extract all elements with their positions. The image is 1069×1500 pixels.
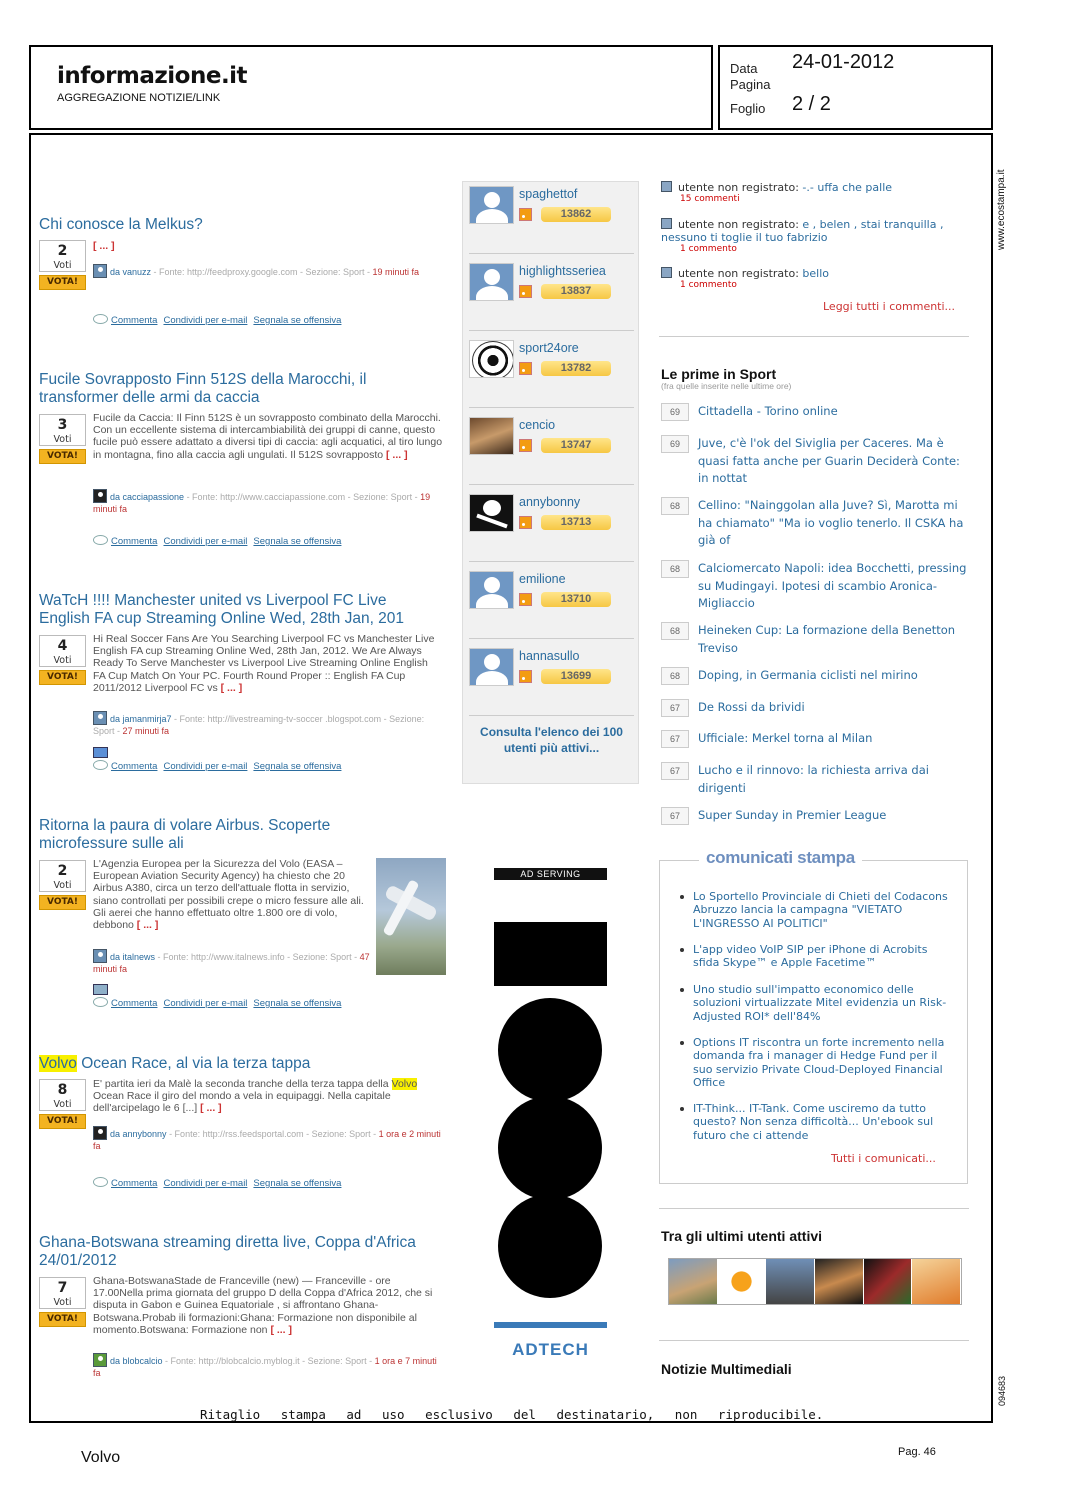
article-title[interactable] — [39, 1055, 449, 1073]
article-body — [93, 412, 449, 461]
vote-label: Voti — [53, 1297, 72, 1308]
comment-text[interactable]: -.- uffa che palle — [802, 181, 893, 194]
vote-count-box — [39, 240, 86, 272]
comunicato-item[interactable]: Uno studio sull'impatto economico delle soluzioni virtualizzate Mitel evidenzia un Risk-Adjusted ROI* dell'84% — [693, 983, 955, 1023]
user-thumb[interactable] — [912, 1259, 961, 1304]
article-body-text: Fucile da Caccia: Il Finn 512S è un sovrapposto combinato della Marocchi. Con un eccellente sistema di intercambiabilità dei gruppi di canne, questo fucile può essere adattato a diversi tipi di caccia: agli acquatici, al tiro lungo in montagna, fino alla caccia agli ungulati. Il 512S sovrapposto — [93, 412, 443, 461]
comunicato-item[interactable]: IT-Think... IT-Tank. Come usciremo da tutto questo? Non senza difficoltà... Un'ebook sul futuro che ci attende — [693, 1102, 955, 1142]
user-name[interactable]: annybonny — [519, 495, 581, 509]
sport-title: Le prime in Sport — [661, 366, 777, 382]
user-name[interactable]: highlightsseriea — [519, 264, 606, 278]
rss-icon[interactable] — [519, 285, 532, 298]
ad-bar — [494, 1322, 607, 1328]
divider — [659, 336, 969, 337]
rank-title[interactable]: Cellino: "Nainggolan alla Juve? Sì, Marotta mi ha chiamato" "Ma io voglio tenerlo. Il CSKA ha già of — [698, 498, 964, 548]
header-masthead — [29, 45, 713, 130]
article-title[interactable]: Ritorna la paura di volare Airbus. Scoperte microfessure sulle ali — [39, 817, 331, 852]
comment-user: utente non registrato: — [678, 267, 799, 280]
user-icon — [661, 267, 672, 278]
user-icon — [93, 711, 107, 725]
comment-user: utente non registrato: — [678, 218, 799, 231]
brand-logo: informazione.it — [57, 63, 248, 89]
user-points: 13699 — [541, 669, 611, 684]
divider — [659, 1340, 969, 1341]
condividi-link[interactable]: Condividi per e-mail — [163, 1178, 248, 1189]
comunicato-item[interactable]: Lo Sportello Provinciale di Chieti del Codacons Abruzzo lancia la campagna "VIETATO L'INGRESSO AI POLITICI" — [693, 890, 955, 930]
avatar[interactable] — [469, 494, 514, 532]
rank-title[interactable]: De Rossi da brividi — [698, 700, 805, 714]
comment-item — [661, 218, 971, 255]
article-actions — [93, 535, 347, 547]
author-link[interactable]: da blobcalcio — [110, 1356, 163, 1366]
rank-title[interactable]: Heineken Cup: La formazione della Benetton Treviso — [698, 623, 956, 655]
photo-icon — [93, 984, 108, 995]
comment-item — [661, 181, 971, 205]
user-thumb[interactable] — [815, 1259, 864, 1304]
article-body — [93, 240, 448, 252]
vote-box — [39, 1079, 86, 1129]
rank-score: 69 — [661, 435, 689, 453]
avatar[interactable] — [469, 571, 514, 609]
rank-score: 68 — [661, 622, 689, 640]
time-ago: 47 minuti fa — [93, 952, 370, 974]
comment-item — [661, 267, 971, 291]
footer-notice: Ritaglio stampa ad uso esclusivo del destinatario, non riproducibile. — [200, 1407, 824, 1422]
meta-foglio-value: 2 / 2 — [792, 93, 831, 115]
ad-circle — [498, 998, 602, 1102]
source-text: - Fonte: http://www.cacciapassione.com - Sezione: Sport - — [184, 492, 421, 502]
article-meta — [93, 489, 438, 515]
ad-brand: ADTECH — [512, 1340, 589, 1359]
segnala-link[interactable]: Segnala se offensiva — [253, 998, 342, 1009]
vote-count-box — [39, 1277, 86, 1309]
rank-score: 68 — [661, 560, 689, 578]
user-card[interactable] — [469, 259, 634, 331]
source-text: - Fonte: http://www.italnews.info - Sezione: Sport - — [155, 952, 360, 962]
condividi-link[interactable]: Condividi per e-mail — [163, 761, 248, 772]
rank-title[interactable]: Ufficiale: Merkel torna al Milan — [698, 731, 873, 745]
condividi-link[interactable]: Condividi per e-mail — [163, 315, 248, 326]
rss-icon[interactable] — [519, 362, 532, 375]
segnala-link[interactable]: Segnala se offensiva — [253, 536, 342, 547]
article-title-text: Ocean Race, al via la terza tappa — [76, 1055, 311, 1072]
consult-users-link[interactable]: Consulta l'elenco dei 100 utenti più attivi... — [480, 725, 623, 755]
rank-score: 68 — [661, 497, 689, 515]
comment-user: utente non registrato: — [678, 181, 799, 194]
comunicato-item[interactable]: L'app video VoIP SIP per iPhone di Acrobits sfida Skype™ e Apple Facetime™ — [693, 943, 955, 970]
vote-label: Voti — [53, 1099, 72, 1110]
side-code-text: 094683 — [997, 1375, 1007, 1406]
article-melkus — [39, 216, 449, 326]
vote-button[interactable]: VOTA! — [39, 1312, 86, 1327]
vote-box — [39, 860, 86, 910]
author-link[interactable]: da annybonny — [110, 1129, 167, 1139]
ad-block — [494, 922, 607, 986]
read-more-link[interactable]: [ ... ] — [386, 448, 408, 461]
article-body-text: L'Agenzia Europea per la Sicurezza del Volo (EASA – European Aviation Security Agency) ha chiesto che 20 Airbus A380, circa un terzo dell'attuale flotta in servizio, siano controllati per possibili crepe o micro fessure alle ali. Gli aerei che hanno effettuato oltre 1.800 ore di volo, debbono — [93, 858, 364, 932]
multimedia-title: Notizie Multimediali — [661, 1361, 792, 1377]
airbus-photo[interactable] — [376, 858, 446, 975]
user-icon — [93, 1353, 107, 1367]
article-actions — [93, 314, 347, 326]
author-link[interactable]: da cacciapassione — [110, 492, 185, 502]
user-icon — [661, 218, 672, 229]
author-link[interactable]: da italnews — [110, 952, 156, 962]
author-link[interactable]: da vanuzz — [110, 267, 152, 277]
rank-score: 67 — [661, 699, 689, 717]
article-title[interactable]: Ghana-Botswana streaming diretta live, Coppa d'Africa 24/01/2012 — [39, 1234, 416, 1269]
article-actions — [93, 760, 347, 772]
rss-icon[interactable] — [519, 516, 532, 529]
vote-button[interactable]: VOTA! — [39, 275, 86, 290]
article-manchester — [39, 592, 449, 777]
rank-title[interactable]: Doping, in Germania ciclisti nel mirino — [698, 668, 918, 682]
author-link[interactable]: da jamanmirja7 — [110, 714, 172, 724]
ad-circle — [498, 1096, 602, 1200]
vote-label: Voti — [53, 260, 72, 271]
rank-score: 67 — [661, 807, 689, 825]
vote-label: Voti — [53, 434, 72, 445]
article-actions — [93, 1177, 347, 1189]
vote-box — [39, 240, 86, 290]
avatar[interactable] — [469, 340, 514, 378]
segnala-link[interactable]: Segnala se offensiva — [253, 761, 342, 772]
vote-box — [39, 1277, 86, 1327]
vote-count-box — [39, 860, 86, 892]
user-name[interactable]: sport24ore — [519, 341, 579, 355]
time-ago: 19 minuti fa — [93, 492, 431, 514]
meta-data-label: Data — [730, 61, 758, 76]
commenta-link[interactable]: Commenta — [111, 536, 158, 547]
avatar[interactable] — [469, 417, 514, 455]
source-text: - Fonte: http://livestreaming-tv-soccer .blogspot.com - Sezione: Sport - — [93, 714, 425, 736]
comment-text[interactable]: bello — [802, 267, 830, 280]
vote-count-box — [39, 1079, 86, 1111]
user-card[interactable] — [469, 182, 634, 254]
commenta-link[interactable]: Commenta — [111, 761, 158, 772]
avatar[interactable] — [469, 263, 514, 301]
rank-title[interactable]: Juve, c'è l'ok del Siviglia per Caceres. Ma è quasi fatta anche per Guarin Deciderà Conte: in nottat — [698, 436, 960, 486]
rank-title[interactable]: Lucho e il rinnovo: la richiesta arriva dai dirigenti — [698, 763, 929, 795]
source-text: - Fonte: http://blobcalcio.myblog.it - Sezione: Sport - — [162, 1356, 375, 1366]
read-more-link[interactable]: [ ... ] — [200, 1102, 222, 1115]
article-body-pre: E' partita ieri da Malè la seconda tranche della terza tappa della — [93, 1078, 392, 1090]
meta-pagina-label: Pagina — [730, 77, 771, 92]
avatar[interactable] — [469, 648, 514, 686]
comunicati-title: comunicati stampa — [699, 848, 862, 868]
user-points: 13862 — [541, 207, 611, 222]
user-name[interactable]: spaghettof — [519, 187, 578, 201]
article-volvo — [39, 1055, 449, 1195]
ad-banner[interactable] — [494, 810, 607, 1359]
meta-data-value: 24-01-2012 — [792, 51, 895, 73]
comment-count[interactable]: 15 commenti — [680, 194, 740, 204]
active-users-panel — [462, 181, 639, 784]
vote-box — [39, 635, 86, 685]
rank-title[interactable]: Super Sunday in Premier League — [698, 808, 887, 822]
meta-foglio-label: Foglio — [730, 101, 766, 116]
vote-count-box — [39, 635, 86, 667]
comment-bubble-icon — [93, 760, 108, 770]
rank-title[interactable]: Cittadella - Torino online — [698, 404, 838, 418]
condividi-link[interactable]: Condividi per e-mail — [163, 536, 248, 547]
time-ago: 27 minuti fa — [122, 726, 170, 736]
commenta-link[interactable]: Commenta — [111, 315, 158, 326]
video-icon — [93, 747, 108, 758]
vote-count: 2 — [57, 863, 68, 879]
user-points: 13837 — [541, 284, 611, 299]
header-meta — [718, 45, 993, 130]
comment-bubble-icon — [93, 1177, 108, 1187]
article-body — [93, 858, 369, 931]
rank-score: 67 — [661, 762, 689, 780]
side-site — [992, 150, 1012, 260]
segnala-link[interactable]: Segnala se offensiva — [253, 1178, 342, 1189]
user-card[interactable] — [469, 336, 634, 408]
article-body-text: Ghana-BotswanaStade de Franceville (new) — Franceville - ore 17.00Nella prima giornata del gruppo D della Coppa d'Africa 2012, che si disputa in Gabon e Guinea Equatoriale , si affrontano Ghana-Botswana.Probab ili formazioni:Ghana: Formazione non disponibile al momento.Botswana: Formazione non — [93, 1275, 433, 1336]
commenta-link[interactable]: Commenta — [111, 998, 158, 1009]
avatar[interactable] — [469, 186, 514, 224]
brand-subtitle: AGGREGAZIONE NOTIZIE/LINK — [57, 92, 221, 104]
time-ago: 19 minuti fa — [372, 267, 420, 277]
vote-count: 7 — [57, 1280, 68, 1296]
rank-score: 68 — [661, 667, 689, 685]
article-body — [93, 1078, 449, 1115]
active-users-title: Tra gli ultimi utenti attivi — [661, 1228, 823, 1244]
user-card[interactable] — [469, 567, 634, 639]
comment-text[interactable]: e , belen , stai tranquilla , nessuno ti toglie il tuo fabrizio — [661, 218, 944, 244]
comment-bubble-icon — [93, 535, 108, 545]
rank-score: 69 — [661, 403, 689, 421]
source-text: - Fonte: http://rss.feedsportal.com - Sezione: Sport - — [166, 1129, 379, 1139]
user-card[interactable] — [469, 490, 634, 562]
article-body — [93, 633, 441, 694]
article-title[interactable]: WaTcH !!!! Manchester united vs Liverpool FC Live English FA cup Streaming Online Wed, 28th Jan, 201 — [39, 592, 405, 627]
user-points: 13713 — [541, 515, 611, 530]
vote-count: 2 — [57, 243, 68, 259]
vote-button[interactable]: VOTA! — [39, 1114, 86, 1129]
vote-count: 4 — [57, 638, 68, 654]
user-name[interactable]: hannasullo — [519, 649, 580, 663]
source-text: - Fonte: http://feedproxy.google.com - Sezione: Sport - — [151, 267, 373, 277]
read-more-link[interactable]: [ ... ] — [220, 681, 243, 694]
article-fucile — [39, 371, 449, 551]
ad-label: AD SERVING — [494, 868, 607, 880]
user-icon — [93, 489, 107, 503]
read-all-comments-link[interactable]: Leggi tutti i commenti... — [823, 300, 956, 313]
vote-count: 3 — [57, 417, 68, 433]
active-users-thumbs — [668, 1258, 962, 1305]
rank-title[interactable]: Calciomercato Napoli: idea Bocchetti, pressing su Mudingayi. Ipotesi di scambio Aronica-Migliaccio — [698, 561, 967, 611]
user-thumb[interactable] — [718, 1259, 767, 1304]
side-site-text: www.ecostampa.it — [996, 169, 1007, 250]
side-code — [995, 1370, 1011, 1410]
user-icon — [661, 181, 672, 192]
condividi-link[interactable]: Condividi per e-mail — [163, 998, 248, 1009]
vote-count-box — [39, 414, 86, 446]
rss-icon[interactable] — [519, 208, 532, 221]
article-meta — [93, 711, 438, 737]
article-body — [93, 1275, 443, 1336]
rss-icon[interactable] — [519, 593, 532, 606]
read-more-link[interactable]: [ ... ] — [136, 919, 159, 932]
rss-icon[interactable] — [519, 670, 532, 683]
all-comunicati-link[interactable]: Tutti i comunicati... — [831, 1152, 936, 1165]
read-more-link[interactable]: [ ... ] — [93, 240, 115, 252]
article-actions — [93, 997, 347, 1009]
article-meta — [93, 1353, 443, 1379]
vote-label: Voti — [53, 655, 72, 666]
commenta-link[interactable]: Commenta — [111, 1178, 158, 1189]
comunicato-item[interactable]: Options IT riscontra un forte incremento nella domanda fra i manager di Hedge Fund per il suo servizio Private Cloud-Deployed Financial Office — [693, 1036, 955, 1090]
ad-circle — [498, 1194, 602, 1298]
user-points: 13782 — [541, 361, 611, 376]
highlight-volvo: Volvo — [391, 1078, 418, 1090]
user-points: 13710 — [541, 592, 611, 607]
divider — [659, 1208, 969, 1209]
article-ghana — [39, 1234, 449, 1384]
user-card[interactable] — [469, 413, 634, 485]
time-ago: 1 ora e 2 minuti fa — [93, 1129, 441, 1151]
rank-score: 67 — [661, 730, 689, 748]
user-icon — [93, 264, 107, 278]
sport-subtitle: (fra quelle inserite nelle ultime ore) — [661, 381, 792, 391]
vote-label: Voti — [53, 880, 72, 891]
comment-bubble-icon — [93, 997, 108, 1007]
user-card[interactable] — [469, 644, 634, 716]
article-title[interactable]: Fucile Sovrapposto Finn 512S della Marocchi, il transformer delle armi da caccia — [39, 371, 367, 406]
article-meta — [93, 264, 433, 278]
vote-button[interactable]: VOTA! — [39, 895, 86, 910]
user-icon — [93, 1126, 107, 1140]
comment-count[interactable]: 1 commento — [680, 244, 737, 254]
vote-box — [39, 414, 86, 464]
footer-keyword: Volvo — [81, 1449, 121, 1466]
article-meta — [93, 949, 373, 975]
vote-button[interactable]: VOTA! — [39, 670, 86, 685]
read-more-link[interactable]: [ ... ] — [270, 1323, 293, 1336]
rss-icon[interactable] — [519, 439, 532, 452]
segnala-link[interactable]: Segnala se offensiva — [253, 315, 342, 326]
article-body-text: Ocean Race il giro del mondo a vela in equipaggi. Nella capitale dell'arcipelago le 6 [...] — [93, 1090, 391, 1115]
vote-button[interactable]: VOTA! — [39, 449, 86, 464]
user-thumb[interactable] — [864, 1259, 913, 1304]
article-title[interactable]: Chi conosce la Melkus? — [39, 216, 203, 233]
time-ago: 1 ora e 7 minuti fa — [93, 1356, 437, 1378]
article-meta — [93, 1126, 443, 1152]
vote-count: 8 — [57, 1082, 68, 1098]
user-thumb[interactable] — [669, 1259, 718, 1304]
user-name[interactable]: cencio — [519, 418, 556, 432]
comment-count[interactable]: 1 commento — [680, 280, 737, 290]
article-body-text: Hi Real Soccer Fans Are You Searching Liverpool FC vs Manchester Live English FA cup Streaming Online Wed, 28th Jan, 2012. We Are Always Ready To Serve Manchester vs Liverpool Live Streaming Online English FA Cup Match On Your PC. Fourth Round Proper :: English FA Cup 2011/2012 Liverpool FC vs — [93, 633, 435, 694]
comment-bubble-icon — [93, 314, 108, 324]
user-thumb[interactable] — [766, 1259, 815, 1304]
user-name[interactable]: emilione — [519, 572, 566, 586]
user-icon — [93, 949, 107, 963]
user-points: 13747 — [541, 438, 611, 453]
highlight-volvo: Volvo — [39, 1055, 77, 1072]
footer-page: Pag. 46 — [898, 1446, 936, 1458]
